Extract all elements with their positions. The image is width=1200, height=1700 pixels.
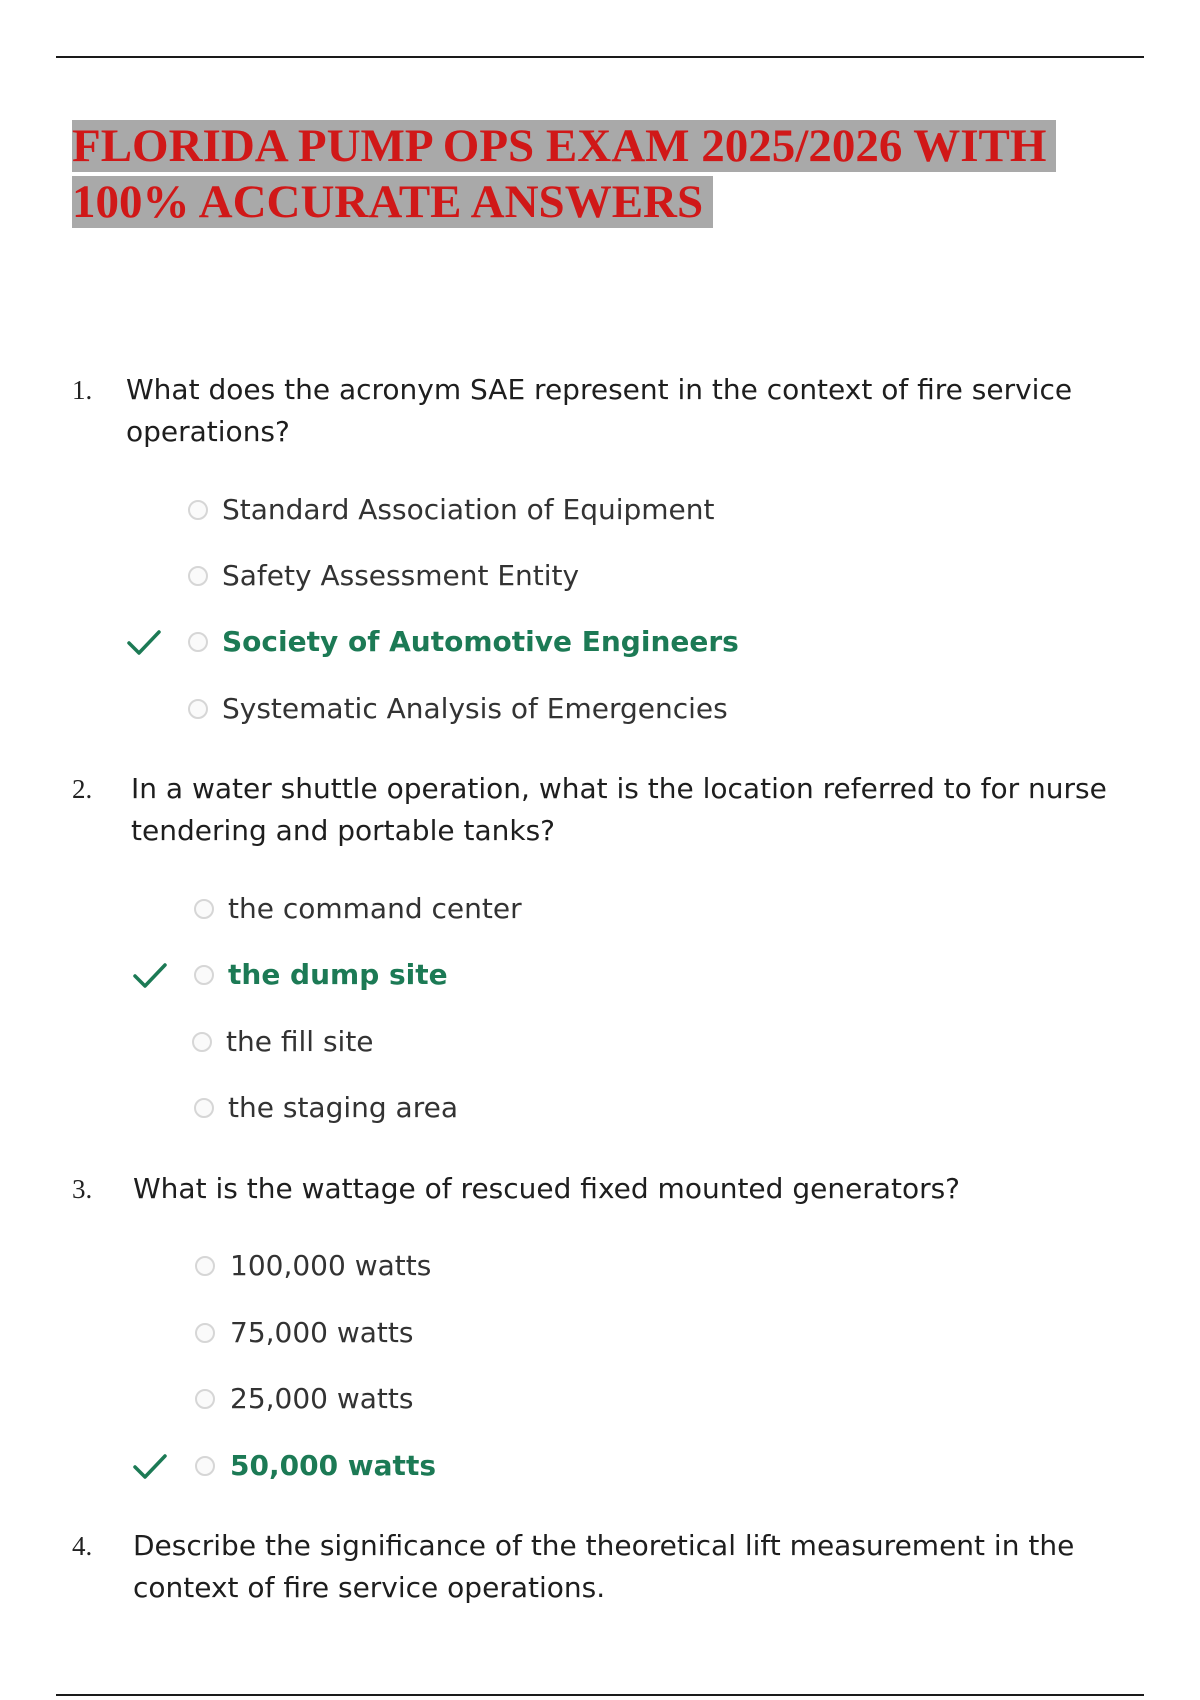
answer-option[interactable]	[0, 556, 1000, 596]
radio-button-icon[interactable]	[194, 965, 214, 985]
option-label: 75,000 watts	[230, 1316, 414, 1349]
option-label: the fill site	[226, 1025, 374, 1058]
answer-option-correct[interactable]	[0, 955, 1000, 995]
question-number: 1.	[72, 375, 93, 405]
checkmark-icon	[126, 624, 162, 660]
answer-option[interactable]	[0, 889, 1000, 929]
question-number: 3.	[72, 1174, 93, 1204]
answer-option[interactable]	[0, 1313, 1000, 1353]
document-title	[72, 118, 1132, 230]
radio-button-icon[interactable]	[195, 1256, 215, 1276]
answer-option[interactable]	[0, 490, 1000, 530]
radio-button-icon[interactable]	[188, 632, 208, 652]
option-label: 25,000 watts	[230, 1382, 414, 1415]
answer-option-correct[interactable]	[0, 622, 1000, 662]
option-label: 100,000 watts	[230, 1249, 432, 1282]
title-line-1: FLORIDA PUMP OPS EXAM 2025/2026 WITH	[72, 120, 1056, 172]
question-text: Describe the significance of the theoretical lift measurement in the context of fire service operations.	[133, 1529, 1075, 1604]
answer-option[interactable]	[0, 1088, 1000, 1128]
option-label: Systematic Analysis of Emergencies	[222, 692, 728, 725]
question-text: In a water shuttle operation, what is the location referred to for nurse tendering and portable tanks?	[131, 772, 1107, 847]
option-label: the command center	[228, 892, 522, 925]
option-label: Society of Automotive Engineers	[222, 625, 739, 658]
answer-option[interactable]	[0, 1379, 1000, 1419]
answer-option[interactable]	[0, 1246, 1000, 1286]
radio-button-icon[interactable]	[195, 1323, 215, 1343]
answer-option[interactable]	[0, 1022, 1000, 1062]
radio-button-icon[interactable]	[194, 899, 214, 919]
checkmark-icon	[132, 957, 168, 993]
question-text: What does the acronym SAE represent in the context of fire service operations?	[126, 373, 1073, 448]
option-label: the dump site	[228, 958, 448, 991]
option-label: Standard Association of Equipment	[222, 493, 715, 526]
question-text: What is the wattage of rescued fixed mounted generators?	[133, 1172, 961, 1205]
answer-option[interactable]	[0, 689, 1000, 729]
question-number: 4.	[72, 1531, 93, 1561]
top-rule	[56, 56, 1144, 58]
radio-button-icon[interactable]	[192, 1032, 212, 1052]
answer-option-correct[interactable]	[0, 1446, 1000, 1486]
radio-button-icon[interactable]	[195, 1456, 215, 1476]
option-label: the staging area	[228, 1091, 458, 1124]
radio-button-icon[interactable]	[188, 500, 208, 520]
checkmark-icon	[132, 1448, 168, 1484]
bottom-rule	[56, 1694, 1144, 1696]
option-label: 50,000 watts	[230, 1449, 436, 1482]
option-label: Safety Assessment Entity	[222, 559, 580, 592]
radio-button-icon[interactable]	[188, 566, 208, 586]
radio-button-icon[interactable]	[195, 1389, 215, 1409]
question-number: 2.	[72, 774, 93, 804]
radio-button-icon[interactable]	[194, 1098, 214, 1118]
title-line-2: 100% ACCURATE ANSWERS	[72, 176, 713, 228]
radio-button-icon[interactable]	[188, 699, 208, 719]
